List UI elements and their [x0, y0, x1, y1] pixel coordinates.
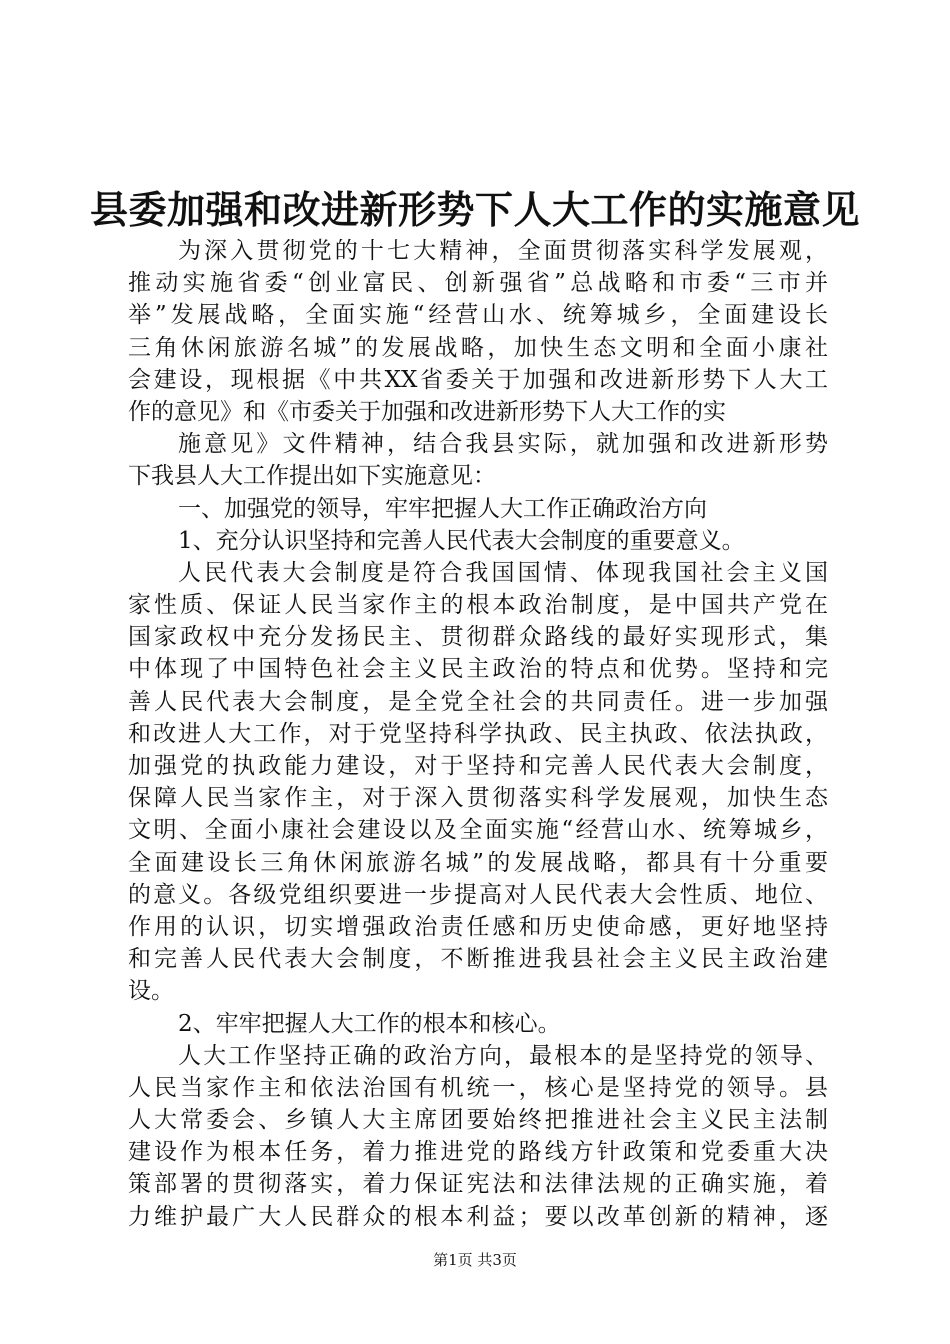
body-line: 保障人民当家作主，对于深入贯彻落实科学发展观，加快生态	[128, 785, 828, 812]
body-line: 和完善人民代表大会制度，不断推进我县社会主义民主政治建	[128, 946, 828, 973]
body-line: 人民代表大会制度是符合我国国情、体现我国社会主义国	[178, 559, 828, 586]
body-line: 作的意见》和《市委关于加强和改进新形势下人大工作的实	[128, 398, 726, 425]
body-line: 推动实施省委“创业富民、创新强省”总战略和市委“三市并	[128, 270, 828, 297]
body-line: 力维护最广大人民群众的根本利益；要以改革创新的精神，逐	[128, 1203, 828, 1230]
subsection-heading: 2、牢牢把握人大工作的根本和核心。	[178, 1010, 561, 1037]
body-line: 施意见》文件精神，结合我县实际，就加强和改进新形势	[178, 431, 828, 458]
section-heading: 一、加强党的领导，牢牢把握人大工作正确政治方向	[178, 495, 707, 522]
body-line: 的意义。各级党组织要进一步提高对人民代表大会性质、地位、	[128, 881, 828, 908]
body-line: 作用的认识，切实增强政治责任感和历史使命感，更好地坚持	[128, 913, 828, 940]
body-line: 下我县人大工作提出如下实施意见：	[128, 463, 496, 490]
body-line: 加强党的执政能力建设，对于坚持和完善人民代表大会制度，	[128, 753, 828, 779]
body-line: 为深入贯彻党的十七大精神，全面贯彻落实科学发展观，	[178, 238, 828, 264]
page-number-footer: 第1页 共3页	[433, 1251, 517, 1269]
document-title: 县委加强和改进新形势下人大工作的实施意见	[89, 187, 860, 232]
body-line: 会建设，现根据《中共XX省委关于加强和改进新形势下人大工	[128, 366, 828, 393]
body-line: 建设作为根本任务，着力推进党的路线方针政策和党委重大决	[128, 1139, 828, 1166]
body-line: 和改进人大工作，对于党坚持科学执政、民主执政、依法执政，	[128, 720, 828, 747]
body-line: 举”发展战略，全面实施“经营山水、统筹城乡，全面建设长	[128, 302, 828, 329]
body-line: 策部署的贯彻落实，着力保证宪法和法律法规的正确实施，着	[128, 1171, 828, 1198]
document-body	[128, 235, 828, 1233]
body-line: 人民当家作主和依法治国有机统一，核心是坚持党的领导。县	[128, 1074, 828, 1101]
body-line: 设。	[128, 978, 174, 1005]
body-line: 全面建设长三角休闲旅游名城”的发展战略，都具有十分重要	[128, 849, 828, 876]
subsection-heading: 1、充分认识坚持和完善人民代表大会制度的重要意义。	[178, 527, 745, 554]
body-line: 善人民代表大会制度，是全党全社会的共同责任。进一步加强	[128, 688, 828, 715]
body-line: 人大常委会、乡镇人大主席团要始终把推进社会主义民主法制	[128, 1107, 828, 1134]
body-line: 三角休闲旅游名城”的发展战略，加快生态文明和全面小康社	[128, 334, 828, 361]
body-line: 中体现了中国特色社会主义民主政治的特点和优势。坚持和完	[128, 656, 828, 683]
body-line: 国家政权中充分发扬民主、贯彻群众路线的最好实现形式，集	[128, 624, 828, 651]
body-line: 人大工作坚持正确的政治方向，最根本的是坚持党的领导、	[178, 1042, 828, 1069]
body-line: 文明、全面小康社会建设以及全面实施“经营山水、统筹城乡，	[128, 817, 828, 844]
body-line: 家性质、保证人民当家作主的根本政治制度，是中国共产党在	[128, 592, 828, 619]
